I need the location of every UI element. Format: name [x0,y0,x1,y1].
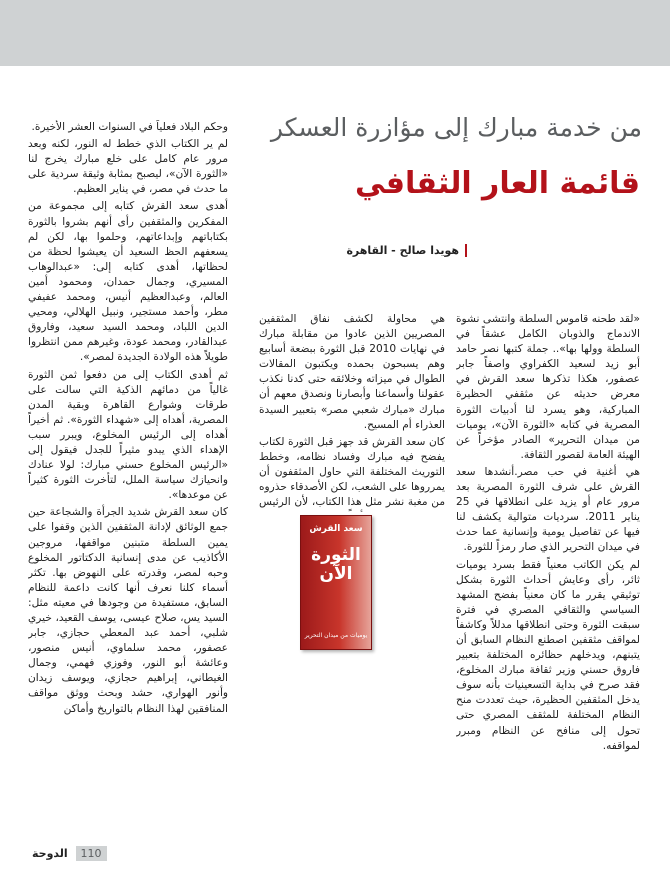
text-column-right [456,312,640,852]
text-column-left [28,120,228,860]
book-subtitle: يوميات من ميدان التحرير [304,632,368,639]
book-author: سعد القرش [309,524,363,534]
page-footer [32,846,107,861]
book-title: الثورة الآن [311,545,361,584]
byline: هويدا صالح - القاهرة [346,244,467,257]
article-headline: قائمة العار الثقافي [354,166,640,201]
paragraph: هي محاولة لكشف نفاق المثقفين المصريين الذين عادوا من مقابلة مبارك في نهايات 2010 قبل الثورة ببضعة أسابيع وهم يسبحون بحمده ويكتبون المقالات الطوال في ميزاته وخلائقه حتى كدنا نكذب عقولنا وأسماعنا وأبصارنا ونصدق معهم أن مبارك «مبارك شعبي مصر» بتعبير السيدة العذراء أم المسيح. [259,313,445,431]
paragraph: هي أغنية في حب مصر.أنشدها سعد القرش على شرف الثورة المصرية بعد مرور عام أو يزيد على انطلاقها في 25 يناير 2011. سرديات متوالية يكشف لنا فيها عن تفاصيل يومية وإنسانية عما حدث في ميدان التحرير الذي صار رمزاً للثورة. [456,465,640,554]
book-cover-image [300,515,372,650]
paragraph: ثم أهدى الكتاب إلى من دفعوا ثمن الثورة غالياً من دمائهم الذكية التي سالت على طرقات وشوارع القاهرة وبقية المدن المصرية، أهداه إلى «شهداء الثورة». ثم أخيراً أهداه إلى الرئيس المخلوع، ويبرر سبب الإهداء الذي يبدو مثيراً للجدل فيقول إلى «الرئيس المخلوع حسني مبارك: لولا عنادك وانحيازك سياسة الملل، لتأخرت الثورة كثيراً عن موعدها». [28,368,228,502]
article-kicker: من خدمة مبارك إلى مؤازرة العسكر [270,113,642,142]
paragraph: لم ير الكتاب الذي خطط له النور، لكنه وبعد مرور عام كامل على خلع مبارك يخرج لنا «الثورة الآن»، ليصبح بمثابة وثيقة سردية على ما حدث في مصر، في يناير العظيم. [28,138,228,196]
paragraph: كان سعد القرش قد جهز قبل الثورة لكتاب يفضح فيه مبارك وفساد نظامه، وخطط التوريث المختلفة التي حاول المثقفون أن يمرروها على الشعب، لكن الأصدقاء حذروه من مغبة نشر مثل هذا الكتاب، لأن الرئيس [259,435,445,509]
paragraph: أهدى سعد القرش كتابه إلى مجموعة من المفكرين والمثقفين رأى أنهم بشروا بالثورة بكتاباتهم وإبداعاتهم، وحلموا بها، لكن لم يسعفهم الحظ السعيد أن يعيشوا لحظة من لحظاتها، أهدى كتابه إلى: «عبدالوهاب المسيري، وجمال حمدان، ومحمود أمين العالم، وعبدالعظيم أنيس، ومحمد عفيفي مطر، وأحمد مستجير، ونبيل الهلالي، ومحيي الدين اللباد، ومحمد السيد سعيد، وفاروق عبدالقادر، ومحمد عودة، وغيرهم ممن انتظروا طويلاً هذه الولادة الجديدة لمصر». [28,200,228,364]
paragraph: وحكم البلاد فعلياً في السنوات العشر الأخيرة. [31,121,228,133]
magazine-name: الدوحة [32,847,68,860]
top-band [0,0,670,66]
paragraph: كان سعد القرش شديد الجرأة والشجاعة حين جمع الوثائق لإدانة المثقفين الذين وقفوا على يمين السلطة متبنين مواقفها، مروجين الأكاذيب عن مدى إنسانية الدكتاتور المخلوع وحبه لمصر، وقدرته على النهوض بها. تكثر أسماء كلنا نعرف أنها كانت داعمة للنظام السابق، مستفيدة من وجودها في معيته مثل: السيد يس، صلاح عيسى، يوسف القعيد، خيري شلبي، أحمد عبد المعطي حجازي، جابر عصفور، محمد سلماوي، أنيس منصور، وعائشة أبو النور، وفوزي فهمي، وجمال الغيطاني، إبراهيم حجازي، ويوسف زيدان وأنور الهواري، حشد وبحث ووثق مواقف المنافقين لهذا النظام بالتواريخ وأماكن [28,506,228,715]
paragraph: لم يكن الكاتب معنياً فقط بسرد يوميات ثائر، رأى وعايش أحداث الثورة بشكل توثيقي يقرر ما كان معنياً بفضح المشهد السياسي والثقافي المصري في فترة سبقت الثورة وحتى انطلاقها مدللاً وكاشفاً لمواقف مثقفين اصطنع النظام السابق أن يتبنهم، ويدخلهم حظائره المختلفة بتعبير فاروق حسني وزير ثقافة مبارك المخلوع، فقد صرح في بداية التسعينيات بأنه سوف يدخل المثقفين الحظيرة، حيث تعددت منح النظام المختلفة للمثقف المصري حتى تحول إلى منافح عن النظام ومبرر لمواقفه. [456,558,640,752]
page-number: 110 [76,846,107,861]
paragraph: «لقد طحنه قاموس السلطة وانتشى نشوة الاندماج والذوبان الكامل عشقاً في السلطة وولها بها».. جملة كتبها نصر حامد أبو زيد لسعيد الكفراوي واصفاً جابر عصفور، هكذا تذكرها سعد القرش في معرض حديثه عن مثقفي الحظيرة المباركية، وهو يسرد لنا أدبيات الثورة المصرية في كتابه «الثورة الآن»، يوميات من ميدان التحرير» الصادر مؤخراً عن الهيئة العامة لقصور الثقافة. [456,313,640,461]
text-column-middle [259,312,445,512]
